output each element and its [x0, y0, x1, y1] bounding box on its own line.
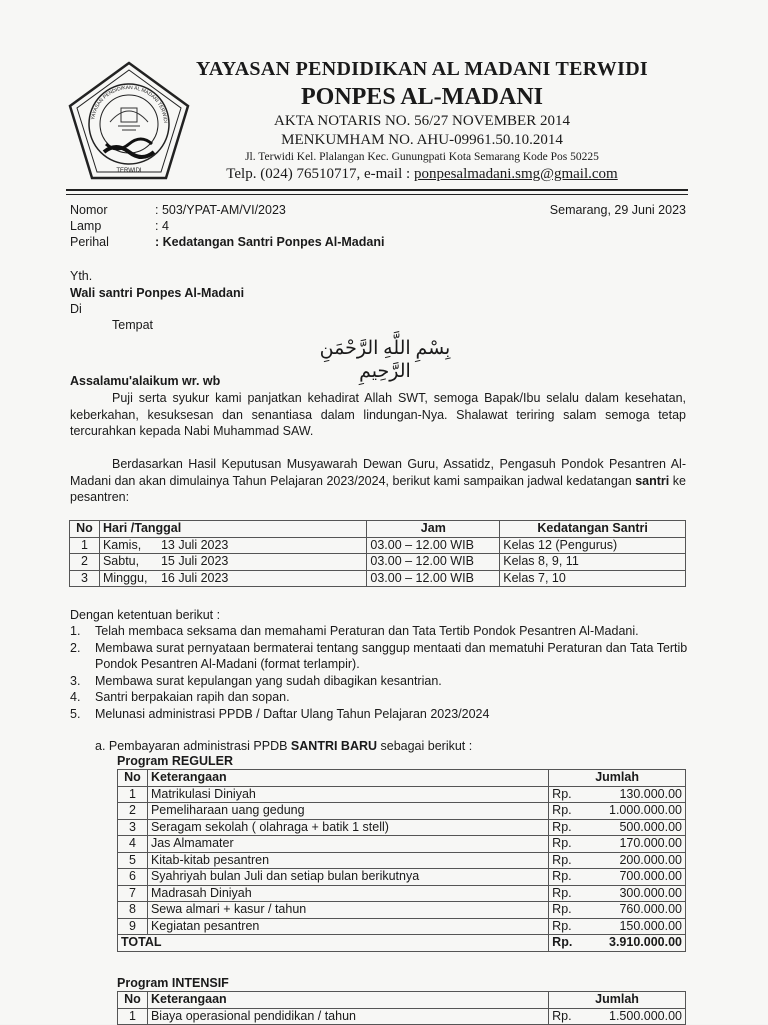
row-amount: 760.000.00	[589, 902, 686, 919]
perihal-label: Perihal	[70, 235, 109, 249]
place-date: Semarang, 29 Juni 2023	[549, 203, 686, 217]
table-row	[70, 537, 686, 554]
row-item: Sewa almari + kasur / tahun	[147, 902, 548, 919]
row-no: 1	[118, 1008, 148, 1025]
row-amount: 170.000.00	[589, 836, 686, 853]
row-no: 9	[118, 918, 148, 935]
col-date: Hari /Tanggal	[99, 521, 366, 538]
rules-intro: Dengan ketentuan berikut :	[70, 608, 221, 622]
row-day: Minggu,	[102, 570, 148, 585]
paragraph-opening: Puji serta syukur kami panjatkan kehadirat Allah SWT, semoga Bapak/Ibu selalu dalam kesehatan, keberkahan, kesuksesan dan senantiasa dalam lindungan-Nya. Shalawat teriring salam semoga tetap tercurahkan kepada Nabi Muhammad SAW.	[70, 391, 686, 438]
row-no: 7	[118, 885, 148, 902]
list-item	[70, 640, 692, 673]
row-amount: 500.000.00	[589, 819, 686, 836]
menkumham-number: MENKUMHAM NO. AHU-09961.50.10.2014	[281, 132, 563, 148]
rule-text: Membawa surat kepulangan yang sudah dibagikan kesantrian.	[95, 673, 442, 688]
address: Jl. Terwidi Kel. Plalangan Kec. Gunungpati Kota Semarang Kode Pos 50225	[245, 151, 599, 163]
reguler-header-row	[118, 770, 686, 787]
table-row	[118, 869, 686, 886]
row-no: 3	[70, 570, 100, 587]
letterhead-rule-thick	[66, 189, 688, 191]
col-description: Keterangaan	[147, 770, 548, 787]
seal-caption: TERWIDI	[116, 168, 142, 174]
row-arrival: Kelas 7, 10	[500, 570, 686, 587]
total-label: TOTAL	[118, 935, 549, 952]
paragraph-schedule-intro	[70, 456, 686, 506]
row-time: 03.00 – 12.00 WIB	[367, 570, 500, 587]
col-time: Jam	[367, 521, 500, 538]
row-currency: Rp.	[549, 836, 589, 853]
table-row	[70, 570, 686, 587]
rule-number: 5.	[70, 706, 81, 721]
akta-notaris: AKTA NOTARIS NO. 56/27 NOVEMBER 2014	[274, 113, 570, 129]
program-prefix: Program	[117, 754, 172, 768]
table-row	[70, 554, 686, 571]
intensif-header-row	[118, 992, 686, 1009]
para2-end: ke pesantren:	[70, 473, 686, 504]
list-item	[70, 689, 692, 706]
row-date-value: 13 Juli 2023	[160, 537, 229, 552]
row-no: 2	[118, 803, 148, 820]
row-item: Pemeliharaan uang gedung	[147, 803, 548, 820]
row-item: Syahriyah bulan Juli dan setiap bulan berikutnya	[147, 869, 548, 886]
total-row	[118, 935, 686, 952]
row-item: Biaya operasional pendidikan / tahun	[147, 1008, 548, 1025]
row-amount: 1.000.000.00	[589, 803, 686, 820]
row-date-value: 15 Juli 2023	[160, 554, 229, 568]
nomor-label: Nomor	[70, 203, 108, 217]
row-amount: 700.000.00	[589, 869, 686, 886]
lamp-label: Lamp	[70, 219, 102, 233]
row-no: 1	[70, 537, 100, 554]
program-reguler-title	[117, 753, 233, 770]
sub-a-end: sebagai berikut :	[377, 739, 473, 753]
greeting: Assalamu'alaikum wr. wb	[70, 374, 221, 388]
rule-number: 3.	[70, 673, 81, 688]
schedule-table	[69, 520, 686, 587]
row-item: Madrasah Diniyah	[147, 885, 548, 902]
email-link[interactable]: ponpesalmadani.smg@gmail.com	[413, 166, 618, 182]
intensif-fee-table	[117, 991, 686, 1025]
list-item	[70, 706, 692, 723]
col-description: Keterangaan	[147, 992, 548, 1009]
table-row	[118, 1008, 686, 1025]
row-no: 1	[118, 786, 148, 803]
perihal-value: : Kedatangan Santri Ponpes Al-Madani	[155, 235, 385, 249]
recipient-name: Wali santri Ponpes Al-Madani	[70, 286, 245, 300]
foundation-name: YAYASAN PENDIDIKAN AL MADANI TERWIDI	[195, 58, 649, 80]
row-no: 5	[118, 852, 148, 869]
rule-text: Membawa surat pernyataan bermaterai tentang sanggup mentaati dan mematuhi Peraturan dan Tata Tertib Pondok Pesantren Al-Madani (format terlampir).	[95, 640, 688, 671]
row-amount: 200.000.00	[589, 852, 686, 869]
total-amount: 3.910.000.00	[589, 935, 686, 952]
row-amount: 130.000.00	[589, 786, 686, 803]
rule-text: Melunasi administrasi PPDB / Daftar Ulang Tahun Pelajaran 2023/2024	[95, 706, 490, 721]
row-date-value: 16 Juli 2023	[160, 570, 229, 585]
para2-text: Berdasarkan Hasil Keputusan Musyawarah Dewan Guru, Assatidz, Pengasuh Pondok Pesantren Al-Madani dan akan dimulainya Tahun Pelajaran 2023/2024, berikut kami sampaikan jadwal kedatangan	[70, 457, 686, 488]
row-currency: Rp.	[549, 885, 589, 902]
recipient-tempat: Tempat	[112, 318, 153, 332]
schedule-header-row	[70, 521, 686, 538]
row-item: Matrikulasi Diniyah	[147, 786, 548, 803]
row-item: Seragam sekolah ( olahraga + batik 1 stell)	[147, 819, 548, 836]
table-row	[118, 852, 686, 869]
rule-text: Santri berpakaian rapih dan sopan.	[95, 690, 290, 704]
row-time: 03.00 – 12.00 WIB	[367, 554, 500, 571]
row-currency: Rp.	[549, 786, 589, 803]
foundation-seal-logo	[66, 60, 192, 184]
row-no: 3	[118, 819, 148, 836]
rule-number: 1.	[70, 624, 81, 638]
col-arrival: Kedatangan Santri	[500, 521, 686, 538]
row-date	[99, 554, 366, 571]
list-item	[70, 673, 692, 690]
row-item: Jas Almamater	[147, 836, 548, 853]
recipient-di: Di	[70, 302, 82, 316]
row-no: 4	[118, 836, 148, 853]
para2-bold: santri	[635, 473, 670, 488]
table-row	[118, 803, 686, 820]
nomor-value: : 503/YPAT-AM/VI/2023	[155, 203, 286, 217]
row-time: 03.00 – 12.00 WIB	[367, 537, 500, 554]
list-item	[70, 623, 692, 640]
row-day: Kamis,	[102, 537, 142, 552]
recipient-yth: Yth.	[70, 269, 93, 283]
row-item: Kitab-kitab pesantren	[147, 852, 548, 869]
phone-text: Telp. (024) 76510717, e-mail :	[226, 166, 414, 182]
row-amount: 1.500.000.00	[589, 1008, 686, 1025]
rules-list	[70, 623, 692, 722]
row-arrival: Kelas 12 (Pengurus)	[500, 537, 686, 554]
svg-text:YAYASAN PENDIDIKAN AL MADANI T: YAYASAN PENDIDIKAN AL MADANI TERWIDI	[90, 84, 168, 124]
row-no: 8	[118, 902, 148, 919]
row-currency: Rp.	[549, 852, 589, 869]
row-amount: 300.000.00	[589, 885, 686, 902]
rule-number: 4.	[70, 690, 81, 704]
rule-text: Telah membaca seksama dan memahami Peraturan dan Tata Tertib Pondok Pesantren Al-Madani.	[95, 624, 639, 638]
col-amount: Jumlah	[549, 992, 686, 1009]
rule-number: 2.	[70, 640, 81, 655]
sub-a-bold: SANTRI BARU	[290, 739, 378, 753]
row-currency: Rp.	[549, 918, 589, 935]
row-currency: Rp.	[549, 819, 589, 836]
table-row	[118, 836, 686, 853]
col-amount: Jumlah	[549, 770, 686, 787]
row-currency: Rp.	[549, 1008, 589, 1025]
lamp-value: : 4	[155, 219, 169, 233]
letterhead-rule-thin	[66, 194, 688, 195]
row-arrival: Kelas 8, 9, 11	[500, 554, 686, 571]
row-amount: 150.000.00	[589, 918, 686, 935]
table-row	[118, 819, 686, 836]
row-day: Sabtu,	[102, 554, 140, 568]
contact-line	[180, 166, 664, 183]
row-currency: Rp.	[549, 803, 589, 820]
col-no: No	[70, 521, 100, 538]
table-row	[118, 786, 686, 803]
table-row	[118, 918, 686, 935]
row-date	[99, 570, 366, 587]
basmala-calligraphy: بِسْمِ اللَّهِ الرَّحْمَنِ الرَّحِيمِ	[319, 338, 451, 382]
sub-a-text: a. Pembayaran administrasi PPDB	[95, 739, 291, 753]
school-name: PONPES AL-MADANI	[300, 84, 543, 110]
col-no: No	[118, 770, 148, 787]
row-currency: Rp.	[549, 902, 589, 919]
table-row	[118, 885, 686, 902]
row-item: Kegiatan pesantren	[147, 918, 548, 935]
reguler-fee-table	[117, 769, 686, 952]
col-no: No	[118, 992, 148, 1009]
row-date	[99, 537, 366, 554]
row-no: 6	[118, 869, 148, 886]
row-no: 2	[70, 554, 100, 571]
table-row	[118, 902, 686, 919]
program-intensif-title: Program INTENSIF	[117, 976, 229, 990]
program-name: REGULER	[171, 754, 234, 768]
row-currency: Rp.	[549, 869, 589, 886]
total-currency: Rp.	[549, 935, 589, 952]
